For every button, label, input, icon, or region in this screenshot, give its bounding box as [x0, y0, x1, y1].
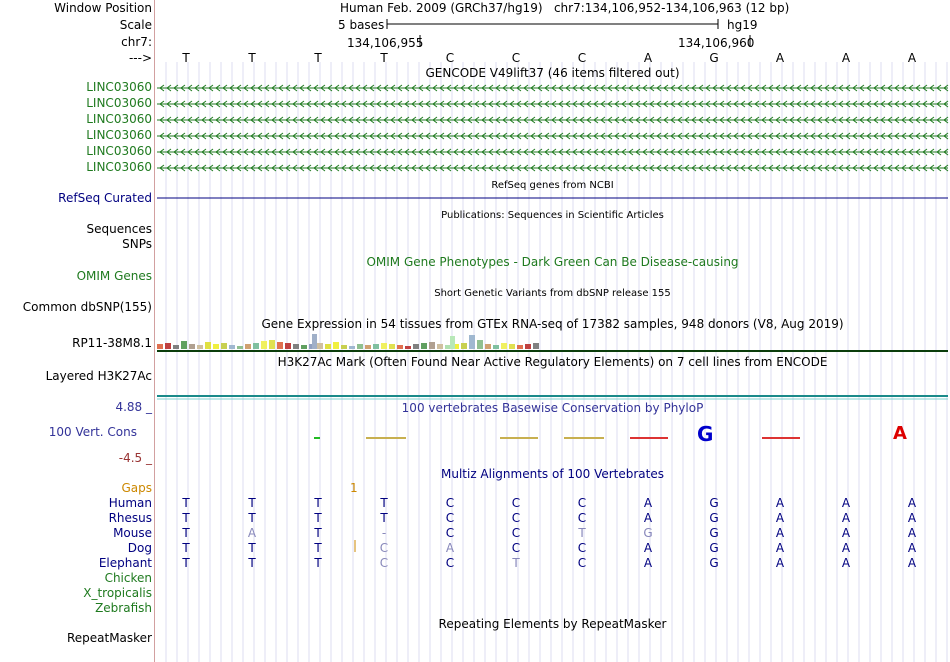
gtex-tissue-bar — [429, 342, 435, 349]
phylop-mark — [500, 437, 538, 439]
gtex-tissue-bar — [469, 335, 475, 349]
reference-base: A — [643, 51, 653, 65]
refseq-curated-label[interactable]: RefSeq Curated — [58, 191, 152, 205]
aligned-base: G — [709, 496, 719, 510]
gtex-tissue-bar — [485, 344, 491, 349]
gtex-tissue-bar — [293, 344, 299, 349]
aligned-base: T — [314, 541, 322, 555]
species-label-human[interactable]: Human — [108, 496, 152, 510]
reference-base: A — [907, 51, 917, 65]
aligned-base: A — [643, 556, 653, 570]
species-label-mouse[interactable]: Mouse — [113, 526, 152, 540]
multiz-track-title[interactable]: Multiz Alignments of 100 Vertebrates — [440, 467, 665, 481]
species-label-chicken[interactable]: Chicken — [104, 571, 152, 585]
aligned-base: A — [841, 556, 851, 570]
scale-bar-label: 5 bases — [338, 18, 385, 32]
gencode-transcript-label[interactable]: LINC03060 — [86, 80, 152, 94]
aligned-base: G — [709, 556, 719, 570]
gtex-tissue-bar — [349, 346, 355, 349]
position-label-2: 134,106,960 — [678, 36, 755, 50]
gtex-tissue-bar — [525, 344, 531, 349]
sequences-label[interactable]: Sequences — [86, 222, 152, 236]
aligned-base: - — [381, 526, 387, 540]
gtex-track-title[interactable]: Gene Expression in 54 tissues from GTEx RNA-seq of 17382 samples, 948 donors (V8, Aug 2019) — [261, 317, 844, 331]
species-label-elephant[interactable]: Elephant — [98, 556, 152, 570]
gtex-tissue-bar — [285, 343, 291, 349]
aligned-base: A — [445, 541, 455, 555]
aligned-base: C — [511, 526, 521, 540]
gtex-tissue-bar — [333, 342, 339, 349]
aligned-base: A — [907, 556, 917, 570]
species-label-zebrafish[interactable]: Zebrafish — [95, 601, 152, 615]
aligned-base: T — [248, 541, 256, 555]
aligned-base: T — [182, 511, 190, 525]
gtex-tissue-bar — [229, 345, 235, 349]
gtex-tissue-bar — [245, 344, 251, 349]
aligned-base: A — [775, 511, 785, 525]
assembly-position-text: Human Feb. 2009 (GRCh37/hg19) chr7:134,106,952-134,106,963 (12 bp) — [340, 1, 790, 15]
species-label-dog[interactable]: Dog — [127, 541, 152, 555]
gtex-tissue-bar — [450, 336, 455, 349]
aligned-base: A — [643, 541, 653, 555]
aligned-base: C — [445, 496, 455, 510]
aligned-base: C — [577, 556, 587, 570]
aligned-base: T — [314, 511, 322, 525]
gtex-tissue-bar — [277, 342, 283, 349]
gtex-tissue-bar — [341, 345, 347, 349]
gtex-tissue-bar — [165, 343, 171, 349]
gtex-tissue-bar — [221, 343, 227, 349]
gtex-tissue-bar — [253, 343, 259, 349]
aligned-base: A — [907, 526, 917, 540]
gencode-transcript-label[interactable]: LINC03060 — [86, 144, 152, 158]
reference-base: G — [709, 51, 719, 65]
logo-letter-g: G — [697, 422, 714, 446]
aligned-base: C — [577, 511, 587, 525]
gtex-tissue-bar — [213, 344, 219, 349]
position-label-1: 134,106,955 — [347, 36, 424, 50]
aligned-base: T — [380, 496, 388, 510]
gtex-tissue-bar — [181, 341, 187, 349]
aligned-base: A — [775, 541, 785, 555]
aligned-base: A — [775, 556, 785, 570]
aligned-base: A — [907, 511, 917, 525]
gencode-transcript-label[interactable]: LINC03060 — [86, 128, 152, 142]
gtex-tissue-bar — [237, 346, 243, 349]
species-label-x-tropicalis[interactable]: X_tropicalis — [83, 586, 152, 600]
aligned-base: A — [247, 526, 257, 540]
aligned-base: A — [643, 496, 653, 510]
aligned-base: A — [775, 526, 785, 540]
aligned-base: A — [907, 541, 917, 555]
reference-base: C — [577, 51, 587, 65]
aligned-base: C — [445, 556, 455, 570]
phylop-mark — [564, 437, 604, 439]
aligned-base: T — [578, 526, 586, 540]
gtex-tissue-bar — [189, 344, 195, 349]
aligned-base: C — [511, 496, 521, 510]
gtex-tissue-bar — [389, 344, 395, 349]
strand-arrow-label: ---> — [128, 51, 152, 65]
aligned-base: G — [709, 541, 719, 555]
aligned-base: A — [841, 511, 851, 525]
chrom-label: chr7: — [121, 35, 152, 49]
phylop-mark — [762, 437, 800, 439]
aligned-base: G — [643, 526, 653, 540]
aligned-base: C — [577, 541, 587, 555]
gtex-tissue-bar — [477, 340, 483, 349]
gtex-tissue-bar — [317, 343, 323, 349]
gtex-tissue-bar — [301, 345, 307, 349]
gtex-tissue-bar — [357, 344, 363, 349]
gtex-tissue-bar — [437, 344, 443, 349]
gencode-transcript-label[interactable]: LINC03060 — [86, 112, 152, 126]
gtex-tissue-bar — [397, 345, 403, 349]
reference-base: A — [775, 51, 785, 65]
publications-track-title[interactable]: Publications: Sequences in Scientific Articles — [441, 210, 664, 221]
gtex-tissue-bar — [405, 346, 411, 349]
aligned-base: C — [577, 496, 587, 510]
omim-track-title[interactable]: OMIM Gene Phenotypes - Dark Green Can Be Disease-causing — [366, 255, 739, 269]
gtex-tissue-bar — [517, 345, 523, 349]
repeatmasker-track-title[interactable]: Repeating Elements by RepeatMasker — [438, 617, 667, 631]
aligned-base: A — [775, 496, 785, 510]
aligned-base: T — [314, 556, 322, 570]
gtex-tissue-bar — [381, 343, 387, 349]
aligned-base: T — [182, 496, 190, 510]
gtex-tissue-bar — [421, 343, 427, 349]
phylop-min-label: -4.5 _ — [118, 451, 152, 465]
aligned-base: T — [182, 556, 190, 570]
aligned-base: A — [643, 511, 653, 525]
aligned-base: G — [709, 526, 719, 540]
layered-h3k27ac-label[interactable]: Layered H3K27Ac — [45, 369, 152, 383]
aligned-base: C — [445, 511, 455, 525]
gtex-tissue-bar — [325, 344, 331, 349]
gap-count-mark: 1 — [350, 481, 358, 495]
gtex-tissue-bar — [501, 343, 507, 349]
aligned-base: C — [379, 556, 389, 570]
gtex-tissue-bar — [157, 344, 163, 349]
aligned-base: C — [511, 541, 521, 555]
gtex-tissue-bar — [413, 344, 419, 349]
species-label-rhesus[interactable]: Rhesus — [108, 511, 152, 525]
aligned-base: C — [445, 526, 455, 540]
aligned-base: T — [182, 526, 190, 540]
repeatmasker-label[interactable]: RepeatMasker — [66, 631, 152, 645]
phylop-track-label[interactable]: 100 Vert. Cons — [48, 425, 137, 439]
aligned-base: T — [512, 556, 520, 570]
gtex-tissue-bar — [493, 345, 499, 349]
gtex-tissue-bar — [261, 341, 267, 349]
aligned-base: C — [511, 511, 521, 525]
phylop-mark — [366, 437, 406, 439]
reference-base: T — [314, 51, 322, 65]
phylop-track-title[interactable]: 100 vertebrates Basewise Conservation by PhyloP — [401, 401, 704, 415]
window-position-label: Window Position — [54, 1, 152, 15]
reference-base: A — [841, 51, 851, 65]
gtex-tissue-bar — [461, 343, 467, 349]
reference-base: T — [182, 51, 190, 65]
h3k27ac-track-title[interactable]: H3K27Ac Mark (Often Found Near Active Regulatory Elements) on 7 cell lines from ENCODE — [277, 355, 828, 369]
aligned-base: T — [248, 556, 256, 570]
gtex-tissue-bar — [269, 340, 275, 349]
aligned-base: T — [248, 511, 256, 525]
aligned-base: T — [248, 496, 256, 510]
dbsnp-track-title[interactable]: Short Genetic Variants from dbSNP release 155 — [434, 288, 671, 299]
aligned-base: A — [841, 526, 851, 540]
gtex-gene-label[interactable]: RP11-38M8.1 — [72, 336, 152, 350]
refseq-track-title[interactable]: RefSeq genes from NCBI — [491, 180, 614, 191]
gtex-tissue-bar — [533, 343, 539, 349]
gencode-transcript-label[interactable]: LINC03060 — [86, 96, 152, 110]
reference-base: T — [248, 51, 256, 65]
gtex-tissue-bar — [365, 345, 371, 349]
reference-base: T — [380, 51, 388, 65]
aligned-base: T — [314, 526, 322, 540]
omim-genes-label[interactable]: OMIM Genes — [76, 269, 152, 283]
reference-base: C — [445, 51, 455, 65]
aligned-base: A — [841, 541, 851, 555]
gtex-tissue-bar — [205, 342, 211, 349]
snps-label[interactable]: SNPs — [122, 237, 152, 251]
phylop-mark — [630, 437, 668, 439]
aligned-base: T — [314, 496, 322, 510]
logo-letter-a: A — [893, 423, 907, 444]
gencode-track-title[interactable]: GENCODE V49lift37 (46 items filtered out) — [425, 66, 680, 80]
gencode-transcript-label[interactable]: LINC03060 — [86, 160, 152, 174]
phylop-max-label: 4.88 _ — [115, 400, 152, 414]
genome-label: hg19 — [727, 18, 758, 32]
aligned-base: T — [182, 541, 190, 555]
aligned-base: G — [709, 511, 719, 525]
gtex-tissue-bar — [197, 345, 203, 349]
aligned-base: T — [380, 511, 388, 525]
phylop-mark — [314, 437, 320, 439]
common-dbsnp-label[interactable]: Common dbSNP(155) — [22, 300, 152, 314]
gtex-tissue-bar — [312, 334, 317, 349]
aligned-base: C — [379, 541, 389, 555]
scale-label: Scale — [119, 18, 152, 32]
aligned-base: A — [841, 496, 851, 510]
gaps-label[interactable]: Gaps — [121, 481, 152, 495]
gtex-tissue-bar — [173, 345, 179, 349]
reference-base: C — [511, 51, 521, 65]
gtex-tissue-bar — [509, 344, 515, 349]
gtex-tissue-bar — [373, 344, 379, 349]
aligned-base: A — [907, 496, 917, 510]
